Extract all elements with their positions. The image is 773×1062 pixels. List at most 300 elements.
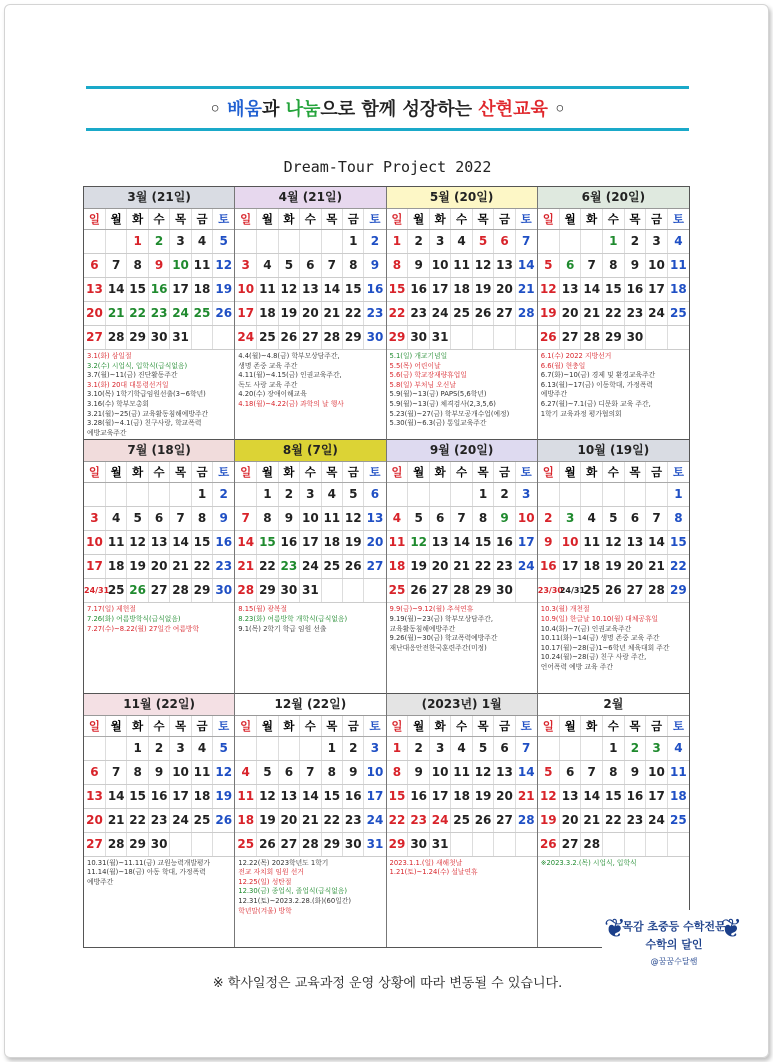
day-cell: 8: [257, 507, 278, 531]
headline-word-growing: 으로 함께 성장하는: [320, 99, 479, 120]
day-cell: [235, 483, 256, 507]
day-cell: 25: [235, 832, 256, 856]
day-cell: 21: [105, 302, 126, 326]
note-line: 예방교육주간: [87, 428, 127, 437]
weekday-header: 토: [667, 716, 689, 737]
day-cell: 4: [387, 507, 408, 531]
day-cell: 8: [603, 760, 625, 784]
weekday-header: 토: [515, 462, 537, 483]
day-cell: 2: [213, 483, 235, 507]
day-cell: 1: [343, 230, 364, 254]
weekday-header: 월: [257, 209, 278, 230]
day-cell: 15: [387, 278, 408, 302]
day-cell: 21: [105, 808, 126, 832]
day-cell: 19: [603, 555, 625, 579]
day-cell: [321, 230, 342, 254]
weekday-header: 화: [429, 716, 450, 737]
day-cell: 11: [321, 507, 342, 531]
day-cell: [581, 483, 603, 507]
weekday-header: 토: [667, 462, 689, 483]
day-cell: 24: [429, 808, 450, 832]
day-cell: 15: [191, 531, 212, 555]
day-cell: 7: [170, 507, 191, 531]
note-line: 6.27(월)~7.1(금) 디문화 교육 주간,: [540, 399, 651, 408]
day-cell: 11: [387, 531, 408, 555]
day-cell: 26: [472, 808, 493, 832]
day-cell: 16: [408, 278, 429, 302]
day-cell: 18: [387, 555, 408, 579]
day-cell: 18: [667, 784, 689, 808]
day-cell: 13: [278, 784, 299, 808]
day-cell: 22: [343, 302, 364, 326]
day-cell: 20: [494, 278, 515, 302]
bottom-rule: [86, 128, 689, 131]
day-cell: 27: [494, 808, 515, 832]
day-cell: 18: [191, 784, 212, 808]
day-cell: [364, 579, 386, 603]
note-line: 6.6(월) 현충일: [540, 361, 586, 370]
day-cell: 14: [321, 278, 342, 302]
day-cell: 28: [105, 832, 126, 856]
note-line: 10.31(월)~11.11(금) 교원능력개발평가: [87, 858, 211, 867]
weekday-header: 목: [624, 209, 646, 230]
day-cell: 14: [515, 254, 537, 278]
month-block: [538, 187, 689, 440]
day-cell: 17: [170, 278, 191, 302]
weekday-header: 토: [213, 209, 235, 230]
day-cell: 5: [408, 507, 429, 531]
weekday-header: 목: [624, 716, 646, 737]
day-cell: 5: [127, 507, 148, 531]
day-cell: 5: [257, 760, 278, 784]
day-cell: 2: [538, 507, 560, 531]
day-cell: 13: [364, 507, 386, 531]
day-cell: [646, 326, 668, 350]
day-cell: 31: [170, 326, 191, 350]
day-cell: [515, 579, 537, 603]
day-cell: [451, 832, 472, 856]
day-cell: 1: [191, 483, 212, 507]
day-cell: 16: [538, 555, 560, 579]
weekday-header: 수: [148, 209, 169, 230]
day-cell: 21: [451, 555, 472, 579]
weekday-header: 금: [191, 716, 212, 737]
weekday-header: 월: [257, 716, 278, 737]
month-title: 9월 (20일): [387, 440, 537, 462]
weekday-header: 토: [364, 209, 386, 230]
day-cell: [170, 832, 191, 856]
day-cell: 24: [646, 808, 668, 832]
day-cell: 4: [235, 760, 256, 784]
day-cell: 9: [624, 760, 646, 784]
day-cell: [515, 832, 537, 856]
day-cell: 15: [603, 784, 625, 808]
day-cell: 5: [472, 736, 493, 760]
month-notes: [84, 857, 234, 890]
month-notes: [235, 857, 385, 919]
day-cell: 25: [451, 302, 472, 326]
day-cell: 7: [321, 254, 342, 278]
note-line: 1학기 교육과정 평가협의회: [540, 409, 622, 418]
day-cell: 1: [603, 736, 625, 760]
day-cell: 12: [408, 531, 429, 555]
weekday-header: 수: [300, 462, 321, 483]
day-cell: 22: [387, 808, 408, 832]
day-cell: [667, 832, 689, 856]
day-cell: 12: [127, 531, 148, 555]
day-cell: 17: [170, 784, 191, 808]
month-table: [84, 716, 234, 857]
day-cell: [603, 832, 625, 856]
note-line: 4.11(월)~4.15(금) 인권교육주간,: [238, 371, 342, 380]
headline-word-sharing: 나눔: [285, 99, 321, 120]
day-cell: 2: [408, 736, 429, 760]
day-cell: 24: [235, 326, 256, 350]
month-table: [235, 716, 385, 857]
day-cell: 7: [646, 507, 668, 531]
day-cell: [451, 326, 472, 350]
day-cell: 2: [343, 736, 364, 760]
weekday-header: 일: [538, 462, 560, 483]
day-cell: [515, 326, 537, 350]
laurel-left-icon: ❦: [604, 914, 626, 944]
weekday-header: 일: [538, 209, 560, 230]
day-cell: 20: [559, 808, 581, 832]
day-cell: 21: [300, 808, 321, 832]
month-title: 4월 (21일): [235, 187, 385, 209]
badge-line-1: 목감 초중등 수학전문: [622, 920, 726, 933]
day-cell: 10: [84, 531, 105, 555]
weekday-header: 토: [364, 716, 386, 737]
weekday-header: 수: [603, 716, 625, 737]
badge-handle: @꿈꿈수달쌤: [650, 957, 698, 966]
day-cell: 12: [257, 784, 278, 808]
month-table: [538, 462, 689, 603]
day-cell: 30: [408, 326, 429, 350]
weekday-header: 일: [235, 462, 256, 483]
weekday-header: 화: [278, 716, 299, 737]
day-cell: 4: [191, 736, 212, 760]
day-cell: 13: [624, 531, 646, 555]
day-cell: 18: [105, 555, 126, 579]
day-cell: [84, 230, 105, 254]
day-cell: 18: [257, 302, 278, 326]
day-cell: [257, 230, 278, 254]
day-cell: 3: [170, 736, 191, 760]
day-cell: 4: [581, 507, 603, 531]
day-cell: 23: [213, 555, 235, 579]
weekday-header: 수: [451, 462, 472, 483]
day-cell: 26: [213, 302, 235, 326]
day-cell: 22: [321, 808, 342, 832]
day-cell: 17: [364, 784, 386, 808]
note-line: 12.22(목) 2023학년도 1학기: [238, 858, 329, 867]
day-cell: 16: [148, 278, 169, 302]
day-cell: 7: [515, 230, 537, 254]
day-cell: 1: [667, 483, 689, 507]
day-cell: 15: [321, 784, 342, 808]
note-line: 3.2(수) 시업식, 입학식(급식없음): [87, 361, 188, 370]
day-cell: 20: [278, 808, 299, 832]
month-table: [84, 462, 234, 603]
day-cell: [581, 230, 603, 254]
day-cell: 19: [278, 302, 299, 326]
day-cell: 26: [538, 832, 560, 856]
day-cell: 31: [429, 832, 450, 856]
day-cell: 25: [191, 808, 212, 832]
weekday-header: 일: [387, 716, 408, 737]
month-notes: [387, 603, 537, 655]
note-line: 예방주간: [87, 877, 114, 886]
day-cell: 24/31: [559, 579, 581, 603]
day-cell: 26: [343, 555, 364, 579]
weekday-header: 화: [581, 462, 603, 483]
note-line: 9.26(월)~30(금) 학교폭력예방주간: [389, 634, 498, 643]
month-table: [84, 209, 234, 350]
day-cell: 23: [408, 808, 429, 832]
month-notes: [84, 603, 234, 636]
day-cell: 10: [235, 278, 256, 302]
weekday-header: 금: [646, 209, 668, 230]
day-cell: 1: [472, 483, 493, 507]
weekday-header: 화: [127, 209, 148, 230]
month-title: 11월 (22일): [84, 694, 234, 716]
day-cell: 6: [559, 760, 581, 784]
headline-word-learning: 배움: [227, 99, 262, 120]
day-cell: 16: [278, 531, 299, 555]
weekday-header: 일: [84, 716, 105, 737]
day-cell: 22: [127, 302, 148, 326]
note-line: 7.26(화) 여름방학식(급식없음): [87, 614, 181, 623]
note-line: 10.17(월)~28(금)1~6학년 체육대회 주간: [540, 643, 670, 652]
day-cell: 23: [408, 302, 429, 326]
note-line: 5.8(일) 부처님 오신날: [389, 380, 456, 389]
note-line: 5.6(금) 학교장재량휴업일: [389, 371, 467, 380]
day-cell: 11: [581, 531, 603, 555]
weekday-header: 화: [127, 462, 148, 483]
note-line: 학년말(겨울) 방학: [238, 906, 292, 915]
day-cell: 19: [472, 784, 493, 808]
day-cell: 11: [667, 254, 689, 278]
day-cell: [603, 483, 625, 507]
day-cell: 31: [429, 326, 450, 350]
day-cell: 24: [170, 302, 191, 326]
day-cell: 6: [494, 230, 515, 254]
weekday-header: 월: [408, 716, 429, 737]
weekday-header: 토: [667, 209, 689, 230]
month-table: [538, 209, 689, 350]
day-cell: 6: [364, 483, 386, 507]
day-cell: 9: [213, 507, 235, 531]
day-cell: 17: [429, 278, 450, 302]
month-block: [538, 440, 689, 693]
note-line: 2023.1.1.(일) 새해첫날: [389, 858, 463, 867]
note-line: 12.31(토)~2023.2.28.(화)(60일간): [238, 897, 351, 906]
month-table: [387, 462, 537, 603]
day-cell: 26: [408, 579, 429, 603]
day-cell: 9: [278, 507, 299, 531]
day-cell: 28: [515, 808, 537, 832]
day-cell: 19: [472, 278, 493, 302]
day-cell: 1: [321, 736, 342, 760]
note-line: 10.3(월) 개천절: [540, 605, 590, 614]
day-cell: 8: [603, 254, 625, 278]
day-cell: 26: [278, 326, 299, 350]
day-cell: 2: [364, 230, 386, 254]
note-line: 10.24(월)~28(금) 친구 사랑 주간,: [540, 653, 647, 662]
weekday-header: 금: [494, 716, 515, 737]
month-title: 6월 (20일): [538, 187, 689, 209]
note-line: 9.19(월)~23(금) 학부모상담주간,: [389, 614, 493, 623]
month-table: [387, 209, 537, 350]
day-cell: [408, 483, 429, 507]
day-cell: 11: [257, 278, 278, 302]
note-line: ※2023.3.2.(목) 시업식, 입학식: [540, 858, 637, 867]
day-cell: 7: [451, 507, 472, 531]
day-cell: 2: [408, 230, 429, 254]
day-cell: 25: [387, 579, 408, 603]
day-cell: 6: [84, 760, 105, 784]
day-cell: [148, 483, 169, 507]
weekday-header: 금: [646, 462, 668, 483]
month-block: [84, 187, 235, 440]
note-line: 3.1(화) 삼일절: [87, 352, 132, 360]
weekday-header: 월: [559, 716, 581, 737]
headline: [86, 95, 689, 121]
day-cell: 2: [494, 483, 515, 507]
weekday-header: 금: [494, 209, 515, 230]
note-line: 11.14(월)~18(금) 아동 학대, 가정폭력: [87, 868, 206, 877]
day-cell: 30: [364, 326, 386, 350]
weekday-header: 수: [603, 209, 625, 230]
day-cell: 16: [148, 784, 169, 808]
day-cell: 28: [646, 579, 668, 603]
note-line: 7.27(수)~8.22(월) 27일간 여름방학: [87, 624, 200, 633]
day-cell: 21: [515, 278, 537, 302]
day-cell: [213, 832, 235, 856]
day-cell: 16: [408, 784, 429, 808]
day-cell: 22: [387, 302, 408, 326]
day-cell: 20: [84, 808, 105, 832]
month-notes: [538, 350, 689, 421]
day-cell: [624, 483, 646, 507]
day-cell: 21: [170, 555, 191, 579]
day-cell: [387, 483, 408, 507]
watermark-badge: [602, 910, 744, 972]
day-cell: [559, 736, 581, 760]
day-cell: 27: [364, 555, 386, 579]
day-cell: 15: [387, 784, 408, 808]
day-cell: 20: [364, 531, 386, 555]
day-cell: 19: [257, 808, 278, 832]
weekday-header: 토: [213, 462, 235, 483]
note-line: 재난대응안전한국훈련주간(미정): [389, 643, 487, 652]
day-cell: 8: [127, 760, 148, 784]
weekday-header: 일: [235, 716, 256, 737]
day-cell: [278, 230, 299, 254]
note-line: 5.1(일) 개교기념일: [389, 352, 448, 360]
day-cell: 30: [343, 832, 364, 856]
day-cell: 25: [667, 302, 689, 326]
day-cell: 20: [559, 302, 581, 326]
day-cell: 23: [494, 555, 515, 579]
month-table: [235, 209, 385, 350]
day-cell: 28: [581, 832, 603, 856]
weekday-header: 일: [235, 209, 256, 230]
day-cell: 30: [624, 326, 646, 350]
day-cell: 13: [148, 531, 169, 555]
month-block: [235, 440, 386, 693]
day-cell: 28: [581, 326, 603, 350]
day-cell: 14: [105, 278, 126, 302]
month-title: 7월 (18일): [84, 440, 234, 462]
day-cell: 11: [451, 760, 472, 784]
weekday-header: 금: [343, 716, 364, 737]
day-cell: 4: [321, 483, 342, 507]
day-cell: 26: [213, 808, 235, 832]
note-line: 5.30(월)~6.3(금) 통일교육주간: [389, 419, 487, 428]
day-cell: 27: [300, 326, 321, 350]
day-cell: 1: [387, 736, 408, 760]
day-cell: 8: [472, 507, 493, 531]
note-line: 3.21(월)~25(금) 교육활동침해예방주간: [87, 409, 209, 418]
day-cell: 23/30: [538, 579, 560, 603]
day-cell: 1: [603, 230, 625, 254]
day-cell: 13: [559, 278, 581, 302]
day-cell: 11: [191, 760, 212, 784]
day-cell: 1: [387, 230, 408, 254]
day-cell: 21: [646, 555, 668, 579]
day-cell: 15: [127, 784, 148, 808]
headline-word-and: 과: [261, 99, 286, 120]
day-cell: 29: [343, 326, 364, 350]
day-cell: 3: [170, 230, 191, 254]
day-cell: 20: [148, 555, 169, 579]
day-cell: 30: [408, 832, 429, 856]
day-cell: 6: [559, 254, 581, 278]
note-line: 4.18(월)~4.22(금) 과학의 날 행사: [238, 399, 344, 408]
day-cell: 18: [321, 531, 342, 555]
day-cell: [235, 736, 256, 760]
day-cell: 28: [170, 579, 191, 603]
day-cell: [84, 736, 105, 760]
day-cell: 18: [667, 278, 689, 302]
weekday-header: 화: [581, 716, 603, 737]
day-cell: 13: [494, 254, 515, 278]
day-cell: 29: [667, 579, 689, 603]
day-cell: 13: [84, 784, 105, 808]
day-cell: 3: [559, 507, 581, 531]
day-cell: 18: [581, 555, 603, 579]
note-line: 생명 존중 교육 주간: [238, 361, 298, 370]
day-cell: 25: [321, 555, 342, 579]
weekday-header: 금: [343, 462, 364, 483]
day-cell: 14: [515, 760, 537, 784]
day-cell: 28: [451, 579, 472, 603]
weekday-header: 화: [429, 462, 450, 483]
day-cell: 27: [278, 832, 299, 856]
day-cell: 6: [84, 254, 105, 278]
day-cell: 24: [300, 555, 321, 579]
day-cell: 23: [148, 808, 169, 832]
day-cell: 27: [624, 579, 646, 603]
day-cell: 3: [429, 230, 450, 254]
day-cell: [451, 483, 472, 507]
day-cell: 10: [429, 254, 450, 278]
day-cell: 27: [494, 302, 515, 326]
weekday-header: 수: [300, 716, 321, 737]
day-cell: 12: [213, 254, 235, 278]
